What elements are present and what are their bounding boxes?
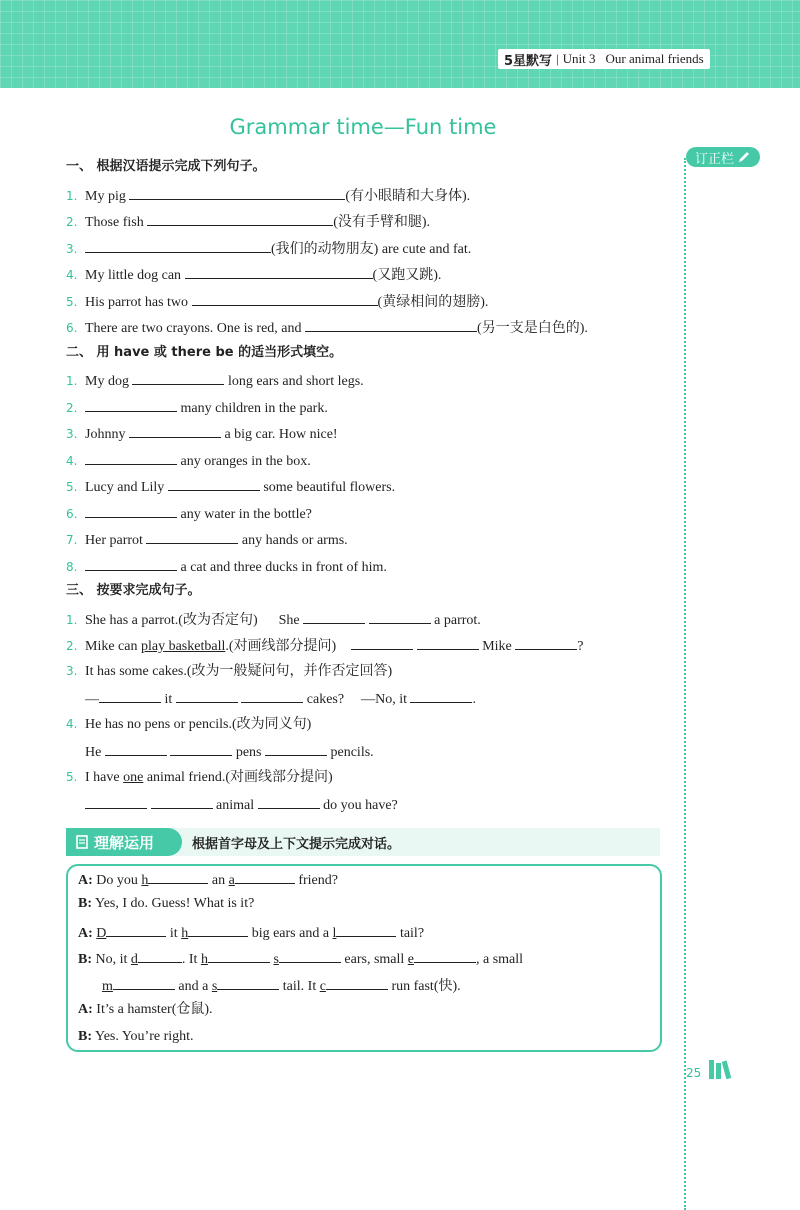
item-text: She (278, 613, 300, 628)
page-title: Grammar time—Fun time (229, 115, 497, 139)
hint-letter: h (141, 873, 149, 888)
item-text: Lucy and Lily (85, 480, 165, 495)
hint-letter: s (273, 952, 279, 967)
item-text: — (85, 692, 99, 707)
hint-letter: c (319, 979, 326, 994)
item-text: There are two crayons. One is red, and (85, 321, 302, 336)
answer-blank[interactable] (113, 975, 175, 990)
line-text: , a small (476, 952, 524, 967)
header-tag (498, 49, 710, 69)
line-text: It’s a hamster(仓鼠). (96, 1002, 213, 1017)
item-text: some beautiful flowers. (263, 480, 396, 495)
item-hint: (有小眼睛和大身体). (345, 189, 471, 204)
item-hint: (黄绿相间的翅膀). (377, 295, 489, 310)
answer-blank[interactable] (168, 476, 260, 491)
line-text: friend? (298, 873, 338, 888)
s2-item-7 (66, 529, 348, 550)
answer-blank[interactable] (326, 975, 388, 990)
item-number: 4. (66, 717, 78, 731)
item-text: —No, it (361, 692, 407, 707)
item-number: 3. (66, 242, 78, 256)
dialogue-line-4 (78, 948, 523, 969)
brand-label: 5星默写 (504, 53, 553, 69)
item-text: a cat and three ducks in front of him. (180, 560, 387, 575)
s2-item-1 (66, 370, 364, 391)
s2-item-5 (66, 476, 395, 497)
answer-blank[interactable] (241, 688, 303, 703)
answer-blank[interactable] (369, 609, 431, 624)
item-text: She has a parrot.(改为否定句) (85, 613, 258, 628)
header-separator: | (556, 51, 559, 66)
s3-item-5 (66, 768, 333, 787)
line-text: tail. It (282, 979, 317, 994)
s3-item-3 (66, 662, 392, 681)
item-hint: (另一支是白色的). (477, 321, 588, 336)
section4-banner (66, 828, 660, 856)
speaker: B: (78, 896, 92, 911)
answer-blank[interactable] (85, 556, 177, 571)
hint-letter: e (407, 952, 414, 967)
answer-blank[interactable] (85, 794, 147, 809)
s1-item-1 (66, 185, 470, 206)
pencil-icon (737, 150, 751, 164)
item-text: .(对画线部分提问) (225, 639, 337, 654)
item-text: Those fish (85, 215, 144, 230)
item-number: 1. (66, 374, 78, 388)
speaker: B: (78, 1029, 92, 1044)
page-number: 25 (686, 1066, 702, 1080)
item-text: Johnny (85, 427, 126, 442)
line-text: Yes. You’re right. (94, 1029, 194, 1044)
answer-blank[interactable] (85, 397, 177, 412)
line-text: and a (178, 979, 209, 994)
section4-heading: 根据首字母及上下文提示完成对话。 (192, 837, 401, 852)
item-text: My little dog can (85, 268, 182, 283)
line-text: No, it (95, 952, 128, 967)
answer-blank[interactable] (170, 741, 232, 756)
item-text: Her parrot (85, 533, 143, 548)
item-text: He (85, 745, 102, 760)
answer-blank[interactable] (217, 975, 279, 990)
s3-item-2 (66, 635, 583, 656)
underlined-word: one (123, 770, 144, 785)
answer-blank[interactable] (235, 869, 295, 884)
dialogue-line-7 (78, 1028, 194, 1046)
section2-heading: 二、 用 have 或 there be 的适当形式填空。 (66, 345, 343, 360)
item-number: 5. (66, 770, 78, 784)
correction-column-tag (686, 147, 760, 167)
item-text: My pig (85, 189, 126, 204)
s3-item-4 (66, 715, 311, 734)
hint-letter: l (332, 926, 337, 941)
dialogue-line-6 (78, 1001, 213, 1019)
speaker: A: (78, 926, 93, 941)
answer-blank[interactable] (303, 609, 365, 624)
section3-heading: 三、 按要求完成句子。 (66, 583, 201, 598)
item-text: any hands or arms. (241, 533, 348, 548)
answer-blank[interactable] (146, 529, 238, 544)
s1-item-3 (66, 238, 471, 259)
item-text: animal friend.(对画线部分提问) (143, 770, 333, 785)
s2-item-6 (66, 503, 312, 524)
section1-heading: 一、 根据汉语提示完成下列句子。 (66, 159, 266, 174)
answer-blank[interactable] (85, 450, 177, 465)
unit-label: Unit 3 (562, 51, 596, 66)
item-number: 3. (66, 664, 78, 678)
answer-blank[interactable] (85, 503, 177, 518)
line-text: big ears and a (251, 926, 330, 941)
item-text: do you have? (323, 798, 398, 813)
line-text: Yes, I do. Guess! What is it? (94, 896, 255, 911)
s2-item-3 (66, 423, 338, 444)
s1-item-4 (66, 264, 441, 285)
answer-blank[interactable] (265, 741, 327, 756)
item-text: pencils. (330, 745, 374, 760)
item-text: It has some cakes.(改为一般疑问句，并作否定回答) (85, 664, 393, 679)
line-text: an (211, 873, 226, 888)
hint-letter: m (102, 979, 113, 994)
section4-tag (66, 828, 182, 856)
item-text: . (472, 692, 476, 707)
item-number: 4. (66, 268, 78, 282)
item-number: 1. (66, 613, 78, 627)
answer-blank[interactable] (258, 794, 320, 809)
speaker: A: (78, 1002, 93, 1017)
answer-blank[interactable] (132, 370, 224, 385)
item-text: ? (577, 639, 584, 654)
hint-letter: s (211, 979, 218, 994)
item-number: 2. (66, 215, 78, 229)
line-text: ears, small (344, 952, 405, 967)
underlined-phrase: play basketball (140, 639, 226, 654)
s2-item-2 (66, 397, 328, 418)
answer-blank[interactable] (417, 635, 479, 650)
item-text: His parrot has two (85, 295, 189, 310)
hint-letter: a (228, 873, 235, 888)
answer-blank[interactable] (305, 317, 477, 332)
item-number: 6. (66, 507, 78, 521)
item-number: 8. (66, 560, 78, 574)
answer-blank[interactable] (106, 922, 166, 937)
s3-item-5-answer (85, 794, 398, 815)
answer-blank[interactable] (414, 948, 476, 963)
correction-column-divider (684, 158, 686, 1210)
answer-blank[interactable] (138, 948, 182, 963)
answer-blank[interactable] (99, 688, 161, 703)
line-text: run fast(快). (391, 979, 461, 994)
unit-title: Our animal friends (605, 51, 704, 66)
line-text: . It (181, 952, 198, 967)
answer-blank[interactable] (410, 688, 472, 703)
item-text: I have (85, 770, 120, 785)
answer-blank[interactable] (148, 869, 208, 884)
correction-column-label: 订正栏 (694, 151, 734, 167)
item-number: 3. (66, 427, 78, 441)
answer-blank[interactable] (129, 185, 345, 200)
item-text: many children in the park. (180, 401, 328, 416)
s3-item-4-answer (85, 741, 374, 762)
answer-blank[interactable] (188, 922, 248, 937)
s2-item-4 (66, 450, 311, 471)
s1-item-6 (66, 317, 588, 338)
answer-blank[interactable] (185, 264, 373, 279)
item-number: 2. (66, 639, 78, 653)
dialogue-line-5 (102, 975, 461, 996)
s1-item-5 (66, 291, 488, 312)
speaker: B: (78, 952, 92, 967)
dialogue-line-2 (78, 895, 254, 913)
dialogue-line-1 (78, 869, 338, 890)
answer-blank[interactable] (176, 688, 238, 703)
item-text: long ears and short legs. (227, 374, 364, 389)
item-text: Mike can (85, 639, 138, 654)
hint-letter: d (130, 952, 138, 967)
line-text: tail? (399, 926, 425, 941)
item-text: He has no pens or pencils.(改为同义句) (85, 717, 312, 732)
item-hint: (又跑又跳). (372, 268, 442, 283)
s3-item-1 (66, 609, 481, 630)
dialogue-line-3 (78, 922, 424, 943)
item-number: 6. (66, 321, 78, 335)
s3-item-3-answer (85, 688, 476, 709)
item-number: 5. (66, 295, 78, 309)
answer-blank[interactable] (279, 948, 341, 963)
line-text: it (169, 926, 178, 941)
item-text: My dog (85, 374, 129, 389)
answer-blank[interactable] (208, 948, 270, 963)
page-header (0, 0, 800, 88)
item-hint: (我们的动物朋友) are cute and fat. (271, 242, 472, 257)
hint-letter: h (200, 952, 208, 967)
answer-blank[interactable] (147, 211, 333, 226)
answer-blank[interactable] (192, 291, 378, 306)
answer-blank[interactable] (85, 238, 271, 253)
answer-blank[interactable] (515, 635, 577, 650)
item-text: a big car. How nice! (224, 427, 338, 442)
item-number: 7. (66, 533, 78, 547)
hint-letter: h (181, 926, 189, 941)
item-text: any water in the bottle? (180, 507, 312, 522)
answer-blank[interactable] (151, 794, 213, 809)
answer-blank[interactable] (129, 423, 221, 438)
item-text: Mike (482, 639, 512, 654)
notebook-icon (74, 834, 90, 850)
books-icon (708, 1058, 736, 1080)
s2-item-8 (66, 556, 387, 577)
s1-item-2 (66, 211, 430, 232)
item-text: any oranges in the box. (180, 454, 311, 469)
item-text: pens (235, 745, 262, 760)
line-text: Do you (96, 873, 138, 888)
item-number: 5. (66, 480, 78, 494)
item-number: 1. (66, 189, 78, 203)
answer-blank[interactable] (351, 635, 413, 650)
speaker: A: (78, 873, 93, 888)
hint-letter: D (96, 926, 107, 941)
item-number: 2. (66, 401, 78, 415)
section4-tag-label: 理解运用 (94, 833, 155, 852)
item-hint: (没有手臂和腿). (333, 215, 431, 230)
item-text: animal (216, 798, 255, 813)
item-text: cakes? (306, 692, 345, 707)
item-text: it (164, 692, 173, 707)
answer-blank[interactable] (105, 741, 167, 756)
answer-blank[interactable] (336, 922, 396, 937)
item-number: 4. (66, 454, 78, 468)
item-text: a parrot. (434, 613, 481, 628)
